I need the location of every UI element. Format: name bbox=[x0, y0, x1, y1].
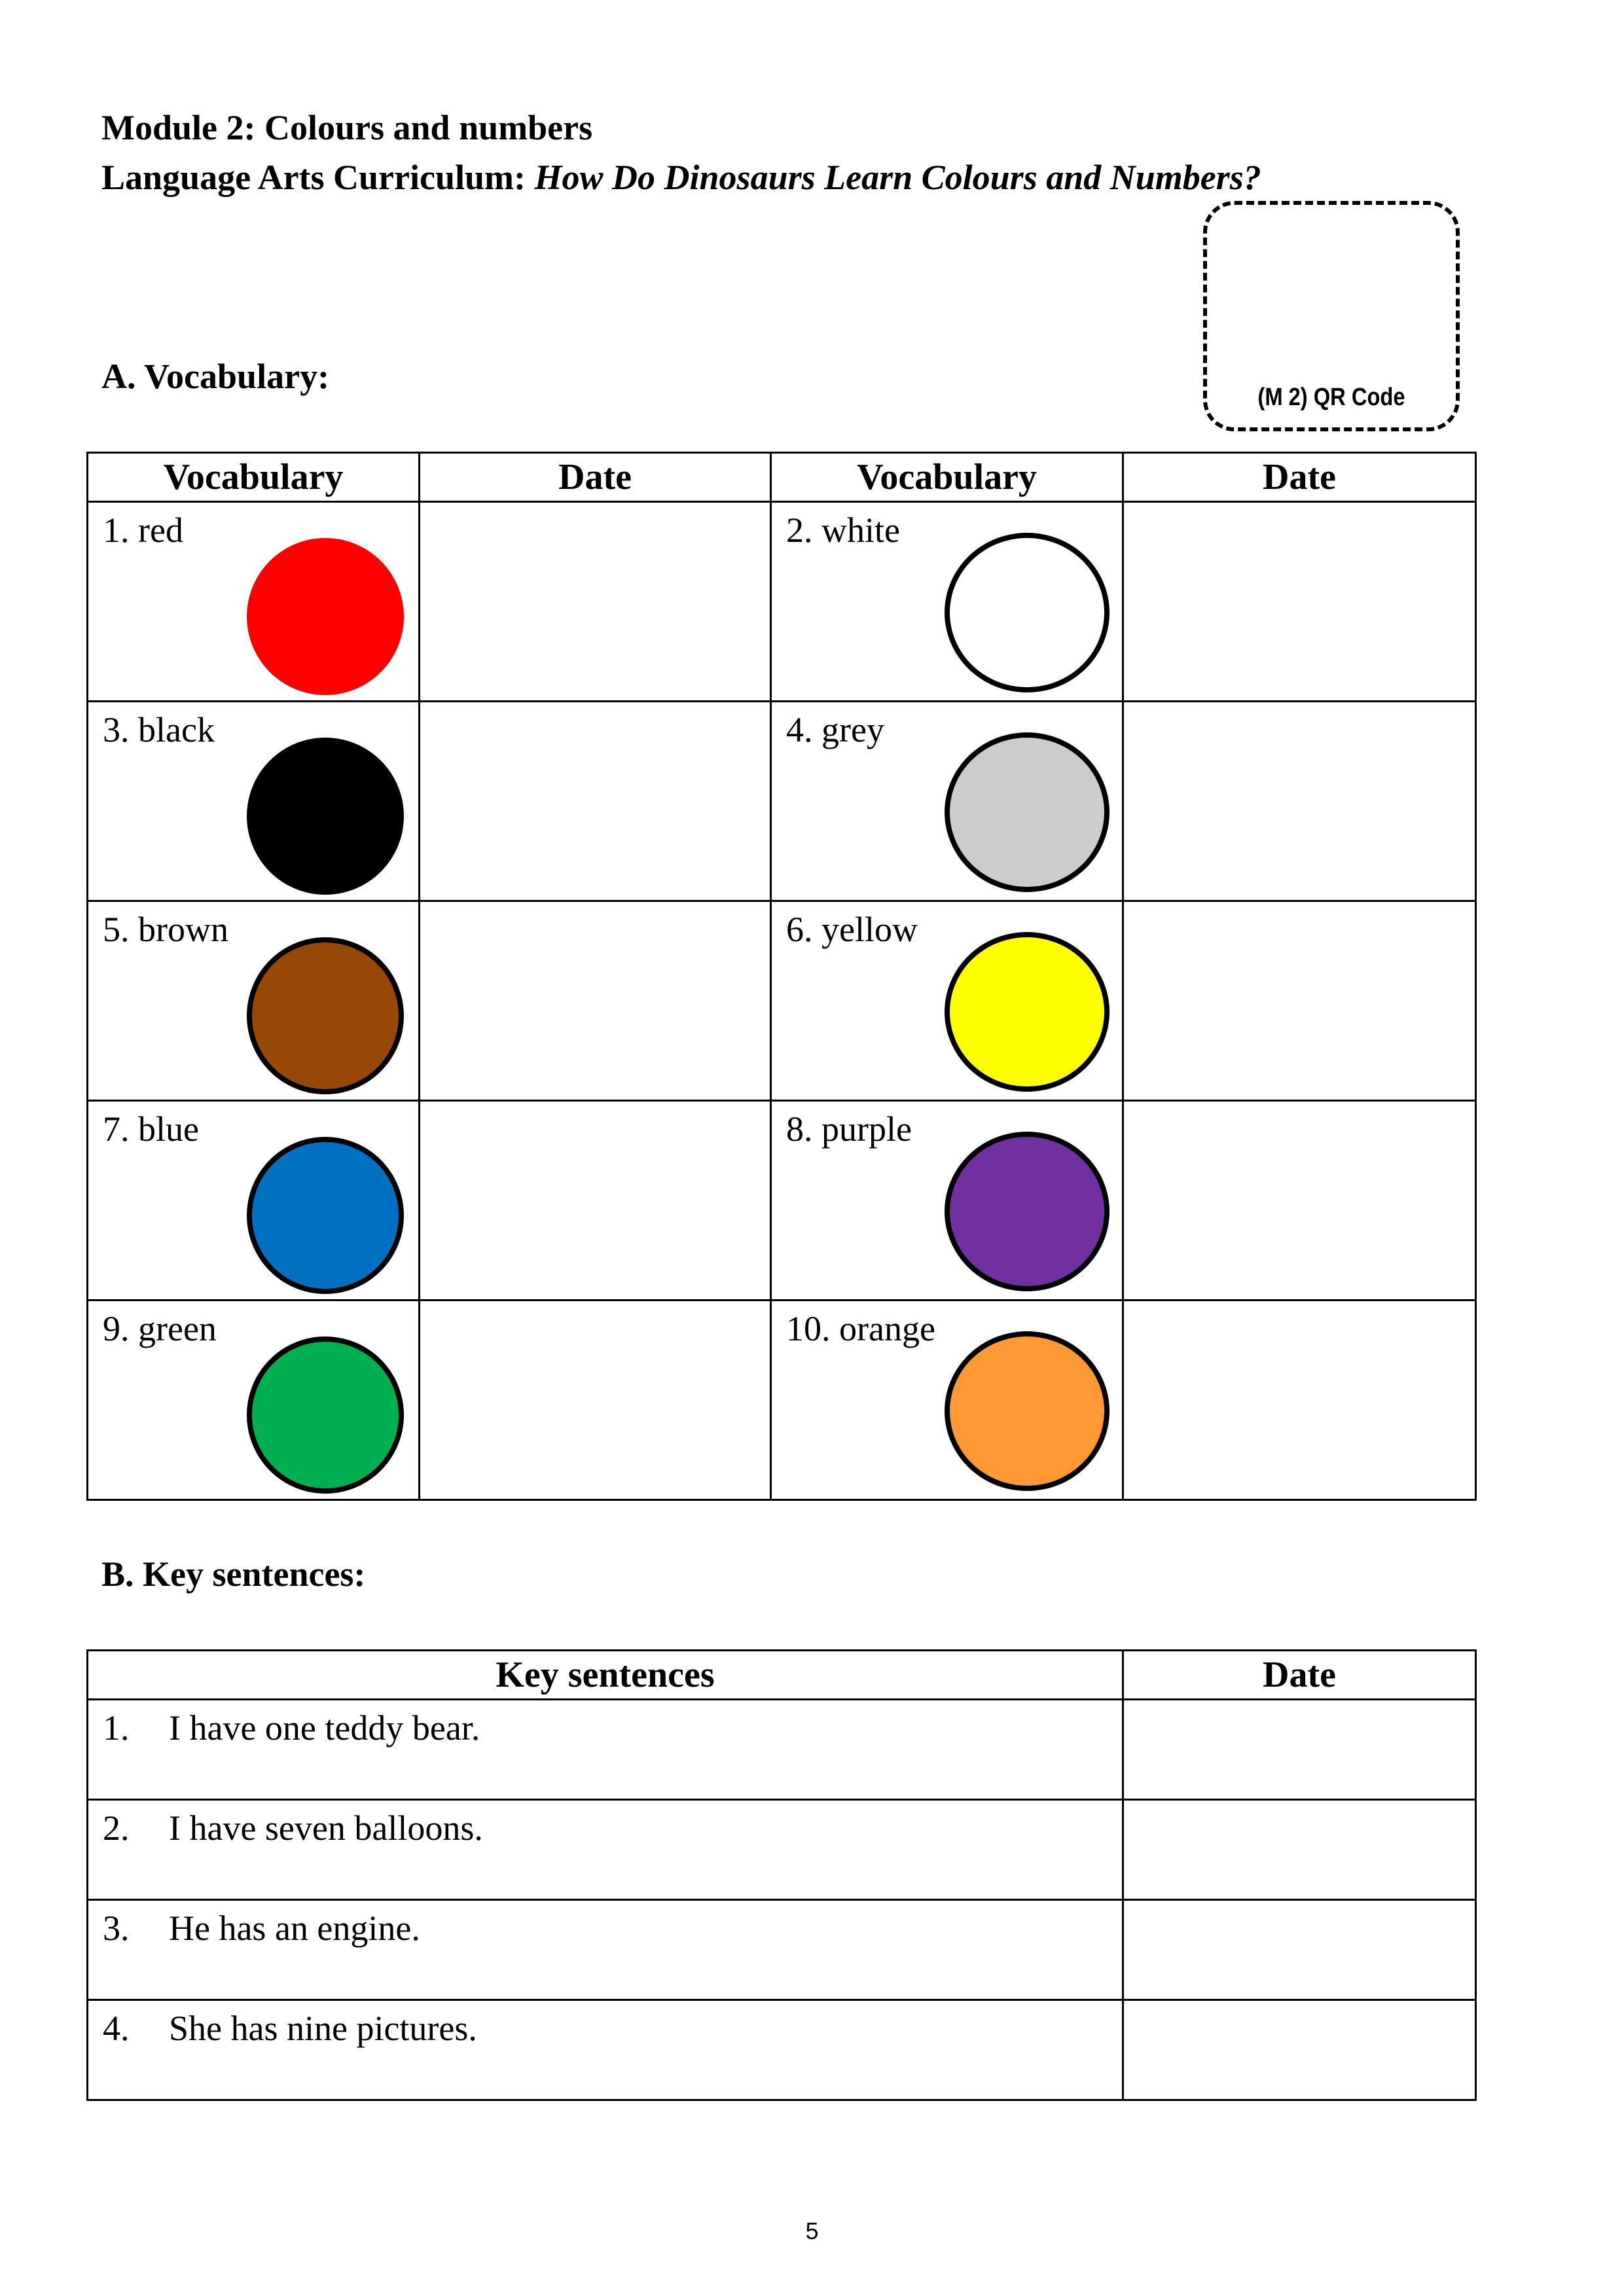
key-sentence-row bbox=[88, 1900, 1476, 2000]
sentence-cell bbox=[88, 2000, 1123, 2100]
vocabulary-row bbox=[88, 502, 1476, 702]
date-cell[interactable] bbox=[1123, 1700, 1476, 1800]
vocab-word: 3. black bbox=[103, 710, 215, 749]
date-cell[interactable] bbox=[1123, 1800, 1476, 1900]
qr-code-placeholder bbox=[1203, 201, 1460, 431]
sentence-number: 3. bbox=[103, 1909, 130, 1948]
header-vocabulary: Vocabulary bbox=[771, 453, 1123, 502]
date-cell[interactable] bbox=[420, 502, 771, 702]
date-cell[interactable] bbox=[1123, 901, 1476, 1101]
curriculum-line bbox=[101, 154, 1261, 200]
orange-circle bbox=[945, 1331, 1110, 1491]
header-date: Date bbox=[1123, 1651, 1476, 1700]
module-title: Module 2: Colours and numbers bbox=[101, 108, 593, 147]
vocab-cell bbox=[771, 901, 1123, 1101]
vocab-word: 4. grey bbox=[786, 710, 884, 749]
sentence-cell bbox=[88, 1700, 1123, 1800]
date-cell[interactable] bbox=[420, 702, 771, 901]
curriculum-label: Language Arts Curriculum: bbox=[101, 158, 526, 197]
date-cell[interactable] bbox=[1123, 1300, 1476, 1500]
vocab-cell bbox=[88, 1101, 420, 1300]
vocabulary-table bbox=[86, 452, 1477, 1501]
vocab-cell bbox=[88, 502, 420, 702]
header-date: Date bbox=[420, 453, 771, 502]
vocab-word: 9. green bbox=[103, 1309, 217, 1348]
vocabulary-heading: A. Vocabulary: bbox=[101, 357, 330, 396]
vocab-word: 7. blue bbox=[103, 1109, 199, 1149]
date-cell[interactable] bbox=[420, 901, 771, 1101]
qr-code-label: (M 2) QR Code bbox=[1257, 384, 1405, 411]
vocab-cell bbox=[88, 1300, 420, 1500]
vocab-cell bbox=[88, 901, 420, 1101]
vocab-cell bbox=[771, 702, 1123, 901]
date-cell[interactable] bbox=[420, 1300, 771, 1500]
key-sentences-table-header bbox=[88, 1651, 1476, 1700]
green-circle bbox=[247, 1336, 404, 1494]
vocab-cell bbox=[771, 502, 1123, 702]
vocab-word: 10. orange bbox=[786, 1309, 935, 1348]
date-cell[interactable] bbox=[1123, 702, 1476, 901]
sentence-number: 1. bbox=[103, 1708, 130, 1748]
date-cell[interactable] bbox=[1123, 2000, 1476, 2100]
sentence-cell bbox=[88, 1900, 1123, 2000]
sentence-number: 2. bbox=[103, 1808, 130, 1848]
brown-circle bbox=[247, 937, 404, 1094]
sentence-cell bbox=[88, 1800, 1123, 1900]
vocabulary-row bbox=[88, 702, 1476, 901]
date-cell[interactable] bbox=[420, 1101, 771, 1300]
header-key-sentences: Key sentences bbox=[88, 1651, 1123, 1700]
yellow-circle bbox=[945, 932, 1110, 1092]
white-circle bbox=[945, 533, 1110, 692]
date-cell[interactable] bbox=[1123, 1900, 1476, 2000]
vocab-word: 8. purple bbox=[786, 1109, 912, 1149]
header-date: Date bbox=[1123, 453, 1476, 502]
vocab-word: 1. red bbox=[103, 511, 183, 550]
page-number: 5 bbox=[805, 2217, 819, 2244]
header-vocabulary: Vocabulary bbox=[88, 453, 420, 502]
vocab-word: 2. white bbox=[786, 511, 900, 550]
vocab-word: 6. yellow bbox=[786, 910, 918, 949]
date-cell[interactable] bbox=[1123, 502, 1476, 702]
key-sentences-table bbox=[86, 1649, 1477, 2101]
vocabulary-row bbox=[88, 1101, 1476, 1300]
key-sentence-row bbox=[88, 2000, 1476, 2100]
sentence-text: I have one teddy bear. bbox=[169, 1708, 480, 1748]
sentence-text: She has nine pictures. bbox=[169, 2009, 477, 2048]
vocab-cell bbox=[771, 1300, 1123, 1500]
vocab-word: 5. brown bbox=[103, 910, 228, 949]
date-cell[interactable] bbox=[1123, 1101, 1476, 1300]
purple-circle bbox=[945, 1132, 1110, 1291]
vocabulary-row bbox=[88, 1300, 1476, 1500]
curriculum-book-title: How Do Dinosaurs Learn Colours and Numbers? bbox=[534, 158, 1261, 197]
key-sentences-heading: B. Key sentences: bbox=[101, 1554, 366, 1594]
key-sentence-row bbox=[88, 1700, 1476, 1800]
sentence-text: I have seven balloons. bbox=[169, 1808, 483, 1848]
vocab-cell bbox=[88, 702, 420, 901]
vocabulary-row bbox=[88, 901, 1476, 1101]
key-sentence-row bbox=[88, 1800, 1476, 1900]
vocabulary-table-header bbox=[88, 453, 1476, 502]
black-circle bbox=[247, 738, 404, 895]
sentence-text: He has an engine. bbox=[169, 1909, 420, 1948]
vocab-cell bbox=[771, 1101, 1123, 1300]
red-circle bbox=[247, 538, 404, 695]
blue-circle bbox=[247, 1137, 404, 1294]
grey-circle bbox=[945, 732, 1110, 892]
sentence-number: 4. bbox=[103, 2009, 130, 2048]
